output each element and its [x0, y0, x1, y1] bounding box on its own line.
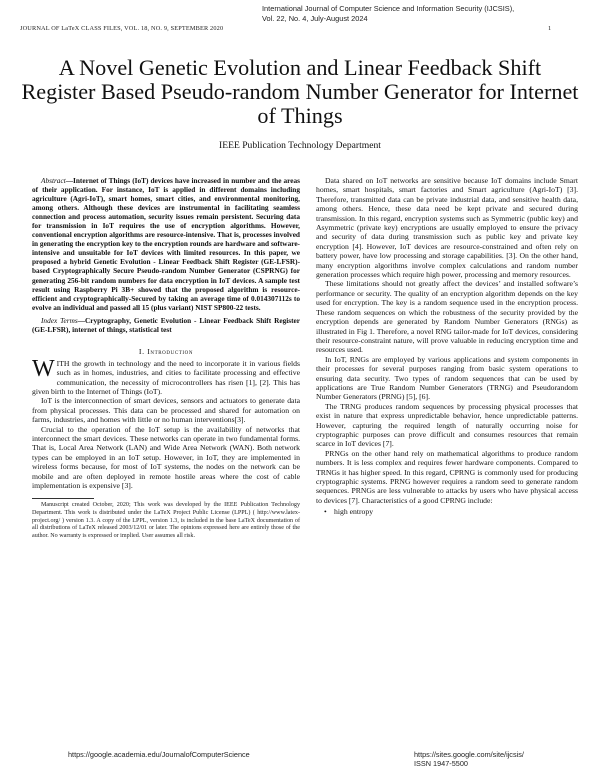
paper-author: IEEE Publication Technology Department — [219, 140, 381, 151]
index-terms — [32, 316, 300, 334]
footer-right — [414, 750, 524, 768]
body-paragraph-5: PRNGs on the other hand rely on mathematical algorithms to produce random numbers. It is less complex and requires fewer hardware components. Compared to TRNGs it has higher speed. In this regard, CPRNG is commonly used for producing cryptographic systems. PRNG however requires a random seed to generate random sequences. PRNGs are less vulnerable to attacks by users who have physical access to devices [7]. Characteristics of a good CPRNG include: — [316, 448, 578, 505]
footer-issn: ISSN 1947-5500 — [414, 759, 468, 768]
journal-name: International Journal of Computer Science and Information Security (IJCSIS), — [262, 4, 515, 13]
intro-paragraph-3: Crucial to the operation of the IoT setup is the availability of networks that interconnect the smart devices. These networks can operate in two fundamental forms. That is, Local Area Network (LAN) and Wide Area Network (WAN). Both network types can be employed in an IoT setup. However, in IoT, they are implemented in wireless forms because, for most of IoT systems, the nodes on the network can be mobile and are often deployed in remote hostile areas where the cost of cable implementation is expensive [3]. — [32, 424, 300, 491]
right-column — [316, 176, 578, 517]
left-column — [32, 176, 300, 540]
body-paragraph-2: These limitations should not greatly affect the devices’ and installed software’s performance or security. The quality of an encryption algorithm depends on the key used for encryption. The key is a random sequence used in the encryption process. These random sequences on which the robustness of the security provided by the encryption depends are generated by Random Number Generators (RNGs) as illustrated in Fig 1. Therefore, a novel RNG tailor-made for IoT devices, considering their resource-constraint nature, will prove valuable in reducing encryption time and resources used. — [316, 279, 578, 355]
characteristics-list — [316, 507, 578, 516]
abstract — [32, 176, 300, 312]
section-numeral: I. — [138, 346, 148, 356]
footnote: Manuscript created October, 2020; This work was developed by the IEEE Publication Technology Department. This work is distributed under the LaTeX Project Public License (LPPL) ( http://www.latex-project.org/ ) version 1.3. A copy of the LPPL, version 1.3, is included in the base LaTeX documentation of all distributions of LaTeX released 2003/12/01 or later. The opinions expressed here are entirely those of the author. No warranty is expressed or implied. User assumes all risk. — [32, 502, 300, 539]
running-head: JOURNAL OF LaTeX CLASS FILES, VOL. 18, NO. 9, SEPTEMBER 2020 — [20, 25, 224, 32]
paper-title: A Novel Genetic Evolution and Linear Feedback Shift Register Based Pseudo-random Number Generator for Internet of Things — [21, 55, 579, 128]
list-item: • high entropy — [316, 507, 578, 516]
intro-paragraph-2: IoT is the interconnection of smart devices, sensors and actuators to generate data from physical processes. This data can be processed and shared for automation on farms, industries, and homes with little or no human interventions[3]. — [32, 396, 300, 425]
journal-volume: Vol. 22, No. 4, July-August 2024 — [262, 13, 368, 23]
footer-left-link[interactable]: https://google.academia.edu/JournalofComputerScience — [68, 750, 250, 759]
body-paragraph-1: Data shared on IoT networks are sensitive because IoT domains include Smart homes, smart hospitals, smart factories and Smart agriculture (Agri-IoT) [3]. Therefore, transmitted data can be private industrial data, and sensitive health data, among others. Hence, these data need be kept private and secured during transmission. In this regard, encryption systems such as Symmetric (public key) and Asymmetric (private key) encryptions are usually employed to ensure the privacy and security of data during transmission such as public key and private key encryption [4]. However, IoT devices are resource-constrained and often rely on battery power, have low processing and storage capabilities. [3]. On the other hand, many encryption algorithms involve complex calculations and random number generation processes which require high power, processing and memory resources. — [316, 176, 578, 280]
intro-paragraph-1: WITH the growth in technology and the need to incorporate it in various fields such as in homes, industries, and cities to facilitate processing and effective communication, the necessity of microcontrollers has risen [1], [2]. This has given birth to the Internet of Things (IoT). — [32, 355, 300, 397]
page-number: 1 — [548, 25, 552, 32]
section-name: Introduction — [147, 346, 194, 356]
body-paragraph-4: The TRNG produces random sequences by processing physical processes that exist in nature that express unpredictable behavior, hence unpredictable patterns. However, capturing the required length of naturally occurring noise for cryptographic purposes can prove difficult and consumes resources that remain scarce in IoT devices [7]. — [316, 401, 578, 449]
abstract-text: —Internet of Things (IoT) devices have increased in number and the areas of their application. For instance, IoT is applied in different domains including agriculture (Agri-IoT), smart homes, smart cities, and environmental monitoring, among others. Although these devices are instrumental in facilitating seamless connection and process automation, security issues remain persistent. Securing data for transmission in IoT requires the use of encryption algorithms. However, conventional encryption algorithms are resource-intensive. That is, processes involved in generating the encryption key to the encryption rounds are hardware and software-intensive and unsuitable for IoT devices with limited resources. In this paper, we proposed a hybrid Genetic Evolution - Linear Feedback Shift Register (GE-LFSR)-based Cryptographically Secure Pseudo-random Number Generator (CSPRNG) for generating 256-bit random numbers for data encryption in IoT devices. A sample test result using Raspberry Pi 3B+ showed that the proposed algorithm is resource-efficient and cryptographically-Secured by taking an average time of 0.014307112s to evolve an individual and passed all 15 (plus variant) NIST SP800-22 tests. — [32, 176, 300, 312]
section-heading — [32, 347, 300, 356]
index-terms-text: —Cryptography, Genetic Evolution - Linear Feedback Shift Register (GE-LFSR), internet of things, statistical test — [32, 315, 301, 334]
body-paragraph-3: In IoT, RNGs are employed by various applications and system components in their processes for several purposes ranging from basic system operations to ensuring data security. Two types of random sequences that can be used by applications are True Random Number Generators (TRNG) and Pseudorandom Number Generators (PRNG) [5], [6]. — [316, 354, 578, 402]
index-terms-lead: Index Terms — [41, 315, 78, 325]
footer-right-link[interactable]: https://sites.google.com/site/ijcsis/ — [414, 750, 524, 759]
abstract-lead: Abstract — [41, 176, 66, 185]
journal-header — [262, 4, 562, 23]
footnote-divider — [32, 498, 94, 499]
